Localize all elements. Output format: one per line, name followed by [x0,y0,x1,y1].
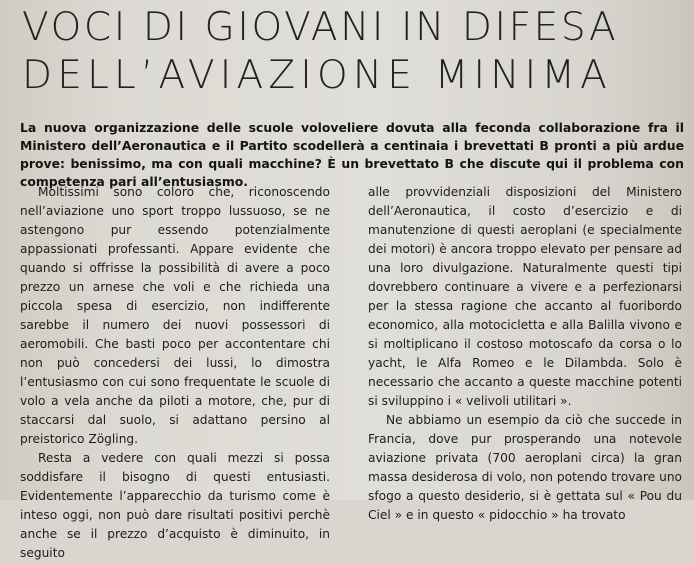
right-column [368,183,682,525]
right-paragraph-1: alle provvidenziali disposizioni del Ministero dell’Aeronautica, il costo d’esercizio e di manutenzione di questi aeroplani (e specialmente dei motori) è ancora troppo elevato per pensare ad una loro divulgazione. Naturalmente questi tipi dovrebbero continuare a vivere e a perfezionarsi per la stessa ragione che accanto al fuoribordo economico, alla motocicletta e alla Balilla vivono e si moltiplicano il costoso motoscafo da corsa o lo yacht, le Alfa Romeo e le Dilambda. Solo è necessario che accanto a queste macchine potenti si sviluppino i « velivoli utilitari ». [368,185,682,408]
headline-line-1: VOCI DI GIOVANI IN DIFESA [22,5,619,50]
headline-line-2: DELL’AVIAZIONE MINIMA [22,53,613,98]
lead-paragraph: La nuova organizzazione delle scuole voloveliere dovuta alla feconda collaborazione fra il Ministero dell’Aeronautica e il Partito scodellerà a centinaia i brevettati B pronti a più ardue prove: benissimo, ma con quali macchine? È un brevettato B che discute qui il problema con competenza pari all’entusiasmo. [20,120,684,189]
right-paragraph-2: Ne abbiamo un esempio da ciò che succede in Francia, dove pur prosperando una notevole aviazione privata (700 aeroplani circa) la gran massa desiderosa di volo, non potendo trovare uno sfogo a questo desiderio, si è gettata sul « Pou du Ciel » e in questo « pidocchio » ha trovato [368,413,682,522]
left-paragraph-2: Resta a vedere con quali mezzi si possa soddisfare il bisogno di questi entusiasti. Evidentemente l’apparecchio da turismo come è inteso oggi, non può dare risultati positivi perchè anche se il prezzo d’acquisto è diminuito, in seguito [20,451,330,560]
left-column [20,183,330,563]
left-paragraph-1: Moltissimi sono coloro che, riconoscendo nell’aviazione uno sport troppo lussuoso, se ne astengono pur essendo potenzialmente appassionati professanti. Appare evidente che quando si offrisse la possibilità di avere a poco prezzo un arnese che voli e che richieda una piccola spesa di esercizio, non indifferente sarebbe il numero dei nuovi possessori di aeromobili. Che basti poco per accontentare chi non può concedersi dei lussi, lo dimostra l’entusiasmo con cui sono frequentate le scuole di volo a vela anche da piloti a motore, che, pur di staccarsi dal suolo, si adattano persino al preistorico Zögling. [20,185,330,446]
